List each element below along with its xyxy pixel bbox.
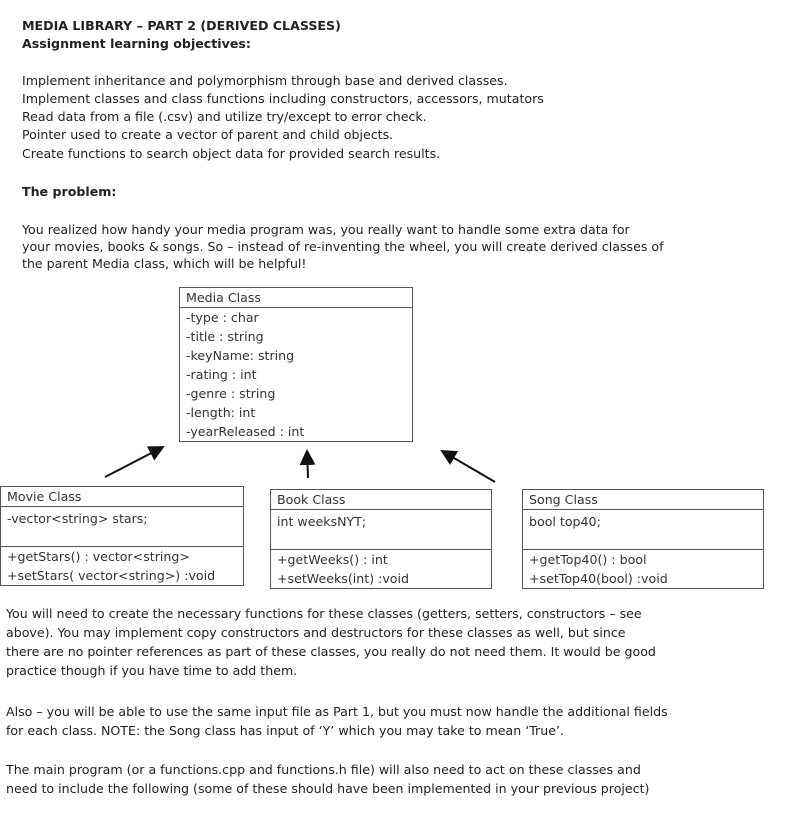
- class-name: Song Class: [523, 490, 763, 510]
- problem-heading: The problem:: [22, 184, 117, 199]
- paragraph-line: practice though if you have time to add them.: [6, 663, 298, 678]
- media-class-box: [179, 287, 413, 442]
- attribute: -genre : string: [186, 386, 276, 401]
- objective-item: Pointer used to create a vector of parent and child objects.: [22, 127, 394, 142]
- movie-class-box: [0, 486, 244, 586]
- attribute: int weeksNYT;: [277, 514, 367, 529]
- song-class-box: [522, 489, 764, 589]
- method: +setWeeks(int) :void: [277, 571, 410, 586]
- paragraph-line: there are no pointer references as part of these classes, you really do not need them. It would be good: [6, 644, 656, 659]
- attribute: -type : char: [186, 310, 259, 325]
- attribute: -length: int: [186, 405, 256, 420]
- problem-line: your movies, books & songs. So – instead of re-inventing the wheel, you will create derived classes of: [22, 239, 664, 254]
- paragraph-line: Also – you will be able to use the same input file as Part 1, but you must now handle the additional fields: [6, 704, 668, 719]
- method: +setTop40(bool) :void: [529, 571, 668, 586]
- paragraph-line: need to include the following (some of these should have been implemented in your previous project): [6, 781, 650, 796]
- attribute: -rating : int: [186, 367, 257, 382]
- attribute: -keyName: string: [186, 348, 295, 363]
- class-name: Book Class: [271, 490, 491, 510]
- paragraph: [6, 760, 776, 798]
- class-name: Media Class: [180, 288, 412, 308]
- class-name: Movie Class: [1, 487, 243, 507]
- objective-item: Implement inheritance and polymorphism through base and derived classes.: [22, 73, 508, 88]
- song-inherits-arrow: [442, 451, 495, 482]
- book-class-box: [270, 489, 492, 589]
- paragraph-line: above). You may implement copy constructors and destructors for these classes as well, but since: [6, 625, 626, 640]
- method: +setStars( vector<string>) :void: [7, 568, 216, 583]
- paragraph-line: for each class. NOTE: the Song class has input of ‘Y’ which you may take to mean ‘True’.: [6, 723, 564, 738]
- method: +getWeeks() : int: [277, 552, 388, 567]
- attribute: -yearReleased : int: [186, 424, 305, 439]
- problem-line: You realized how handy your media program was, you really want to handle some extra data for: [22, 222, 630, 237]
- method: +getStars() : vector<string>: [7, 549, 190, 564]
- paragraph: [6, 604, 776, 680]
- attribute: bool top40;: [529, 514, 601, 529]
- objective-item: Read data from a file (.csv) and utilize try/except to error check.: [22, 109, 427, 124]
- attribute: -title : string: [186, 329, 264, 344]
- objective-item: Create functions to search object data for provided search results.: [22, 146, 441, 161]
- attribute: -vector<string> stars;: [7, 511, 148, 526]
- book-inherits-arrow: [307, 451, 308, 478]
- paragraph: [6, 702, 776, 740]
- document-title: MEDIA LIBRARY – PART 2 (DERIVED CLASSES): [22, 18, 341, 33]
- paragraph-line: The main program (or a functions.cpp and functions.h file) will also need to act on these classes and: [6, 762, 641, 777]
- objective-item: Implement classes and class functions including constructors, accessors, mutators: [22, 91, 544, 106]
- paragraph-line: You will need to create the necessary functions for these classes (getters, setters, constructors – see: [6, 606, 642, 621]
- objectives-heading: Assignment learning objectives:: [22, 36, 251, 51]
- method: +getTop40() : bool: [529, 552, 647, 567]
- movie-inherits-arrow: [105, 447, 163, 477]
- problem-line: the parent Media class, which will be helpful!: [22, 256, 307, 271]
